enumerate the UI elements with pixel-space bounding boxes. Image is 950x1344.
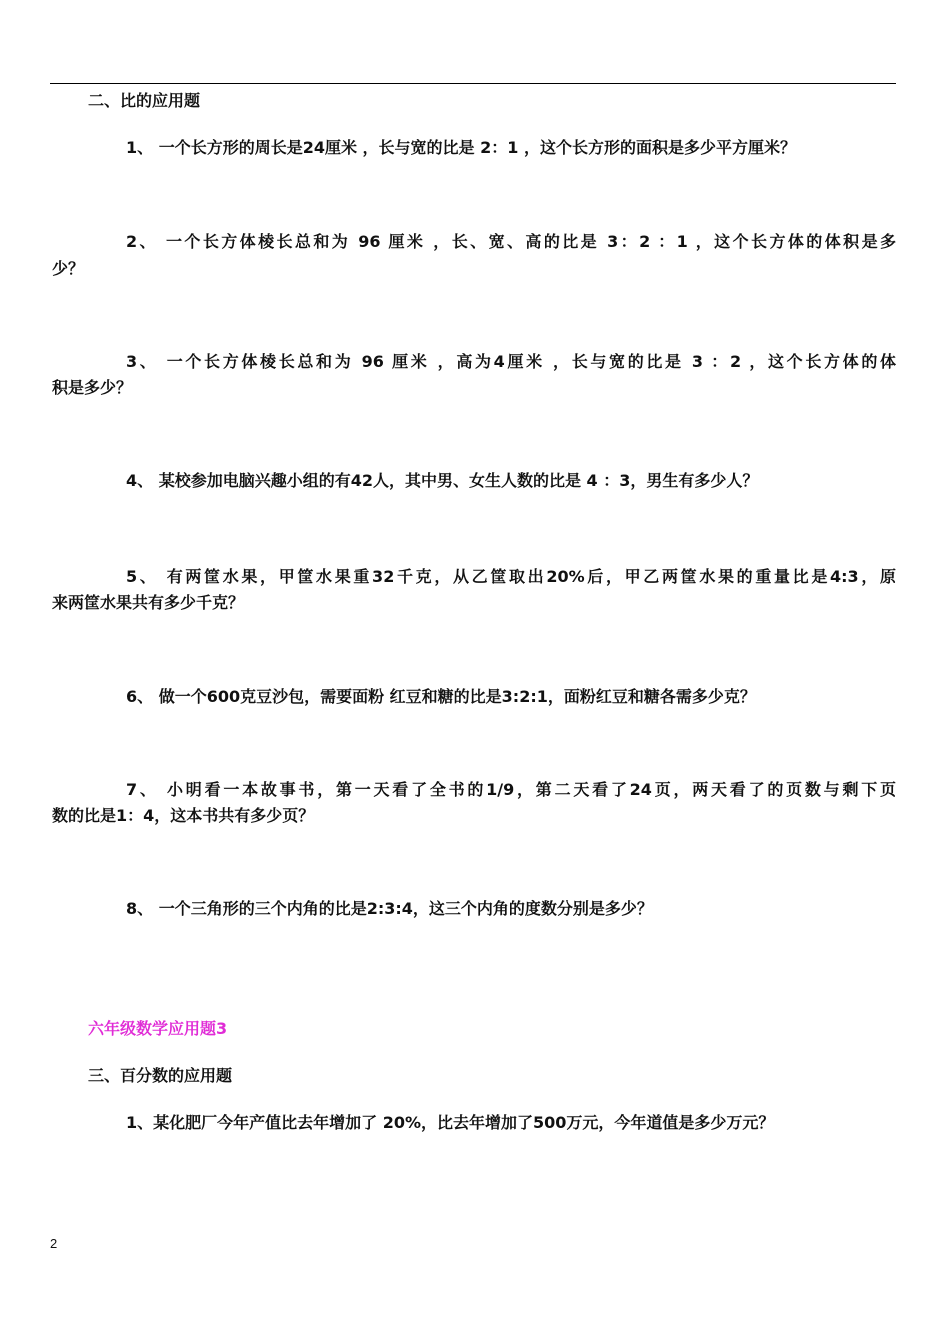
section-heading-ratio: 二、比的应用题 [88,91,201,110]
question-5-line-1: 5、 有两筐水果，甲筐水果重32千克，从乙筐取出20%后，甲乙两筐水果的重量比是4:3，原 [126,567,896,586]
question-2-line-2: 少？ [52,259,85,278]
percent-question-1: 1、某化肥厂今年产值比去年增加了 20%，比去年增加了500万元，今年道值是多少万元？ [126,1113,775,1132]
question-5-line-2: 来两筐水果共有多少千克？ [52,593,245,612]
question-7-line-2: 数的比是1：4，这本书共有多少页？ [52,806,315,825]
question-2-line-1: 2、 一个长方体棱长总和为 96 厘米 ，长、宽、高的比是 3：2 ：1 ，这个长方体的体积是多 [126,232,896,251]
worksheet-title: 六年级数学应用题3 [88,1019,228,1038]
question-6: 6、 做一个600克豆沙包，需要面粉 红豆和糖的比是3:2:1，面粉红豆和糖各需多少克？ [126,687,756,706]
question-4: 4、 某校参加电脑兴趣小组的有42人，其中男、女生人数的比是 4 ：3，男生有多少人？ [126,471,759,490]
question-3-line-1: 3、 一个长方体棱长总和为 96 厘米 ，高为4厘米 ，长与宽的比是 3 ：2 ，这个长方体的体 [126,352,896,371]
question-7-line-1: 7、 小明看一本故事书，第一天看了全书的1/9，第二天看了24页，两天看了的页数与剩下页 [126,780,896,799]
question-8: 8、 一个三角形的三个内角的比是2:3:4，这三个内角的度数分别是多少？ [126,899,653,918]
section-heading-percent: 三、百分数的应用题 [88,1066,233,1085]
question-3-line-2: 积是多少？ [52,378,133,397]
page-number: 2 [50,1236,58,1251]
question-1: 1、 一个长方形的周长是24厘米 ，长与宽的比是 2：1 ，这个长方形的面积是多少平方厘米？ [126,138,796,157]
header-rule [50,83,896,84]
